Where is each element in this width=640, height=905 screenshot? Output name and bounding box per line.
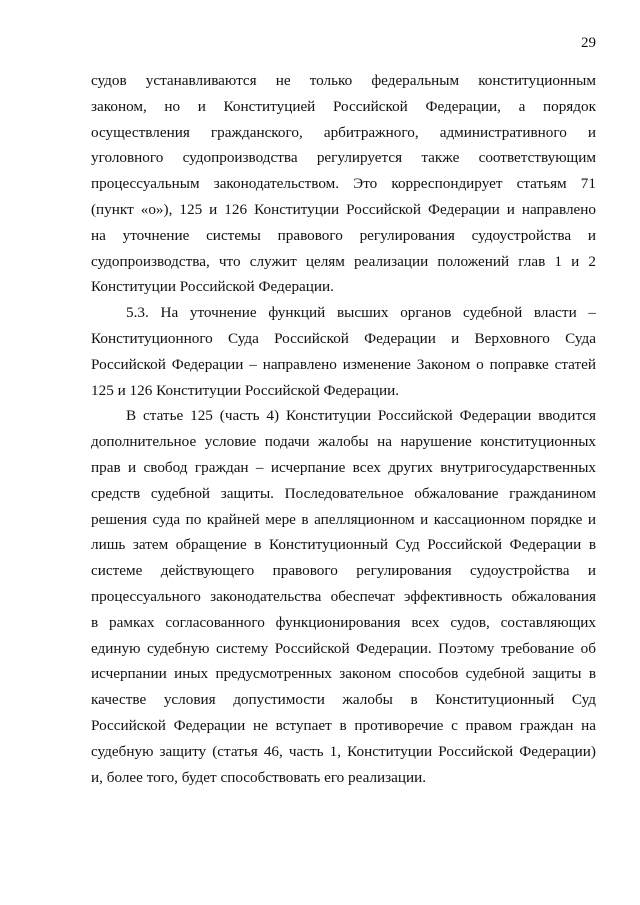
- text-line: прав и свобод граждан – исчерпание всех других внутригосударственных: [91, 458, 596, 476]
- text-line: и, более того, будет способствовать его реализации.: [91, 768, 427, 786]
- paragraph-2: [91, 300, 596, 403]
- text-line: судов устанавливаются не только федеральным конституционным: [91, 72, 596, 89]
- text-line: процессуального законодательства обеспечат эффективность обжалования: [91, 587, 596, 605]
- text-line: Российской Федерации – направлено изменение Законом о поправке статей: [91, 355, 596, 373]
- document-body: [91, 68, 596, 790]
- text-line: системе действующего правового регулирования судоустройства и: [91, 562, 596, 580]
- paragraph-1: [91, 68, 596, 300]
- text-line: дополнительное условие подачи жалобы на нарушение конституционных: [91, 433, 596, 451]
- text-line: лишь затем обращение в Конституционный Суд Российской Федерации в: [91, 536, 596, 554]
- text-line: Конституции Российской Федерации.: [91, 278, 334, 296]
- text-line: в рамках согласованного функционирования всех судов, составляющих: [91, 613, 596, 631]
- text-line: законом, но и Конституцией Российской Федерации, а порядок: [91, 97, 596, 115]
- text-line: качестве условия допустимости жалобы в Конституционный Суд: [91, 691, 596, 709]
- text-line: исчерпании иных предусмотренных законом способов судебной защиты в: [91, 665, 596, 683]
- text-line: В статье 125 (часть 4) Конституции Российской Федерации вводится: [126, 407, 596, 425]
- text-line: 125 и 126 Конституции Российской Федерации.: [91, 381, 400, 399]
- text-line: решения суда по крайней мере в апелляционном и кассационном порядке и: [91, 510, 596, 528]
- paragraph-3: [91, 403, 596, 790]
- text-line: судебную защиту (статья 46, часть 1, Конституции Российской Федерации): [91, 742, 596, 760]
- text-line: Российской Федерации не вступает в противоречие с правом граждан на: [91, 716, 596, 734]
- text-line: процессуальным законодательством. Это корреспондирует статьям 71: [91, 175, 596, 193]
- page-number: 29: [581, 35, 596, 51]
- text-line: (пункт «о»), 125 и 126 Конституции Российской Федерации и направлено: [91, 200, 596, 218]
- text-line: средств судебной защиты. Последовательное обжалование гражданином: [91, 484, 596, 502]
- text-line: 5.3. На уточнение функций высших органов судебной власти –: [126, 304, 596, 322]
- text-line: единую судебную систему Российской Федерации. Поэтому требование об: [91, 639, 596, 657]
- text-line: судопроизводства, что служит целям реализации положений глав 1 и 2: [91, 252, 596, 270]
- text-line: осуществления гражданского, арбитражного, административного и: [91, 123, 596, 141]
- text-line: на уточнение системы правового регулирования судоустройства и: [91, 226, 596, 244]
- text-line: уголовного судопроизводства регулируется также соответствующим: [91, 149, 596, 167]
- text-line: Конституционного Суда Российской Федерации и Верховного Суда: [91, 329, 596, 347]
